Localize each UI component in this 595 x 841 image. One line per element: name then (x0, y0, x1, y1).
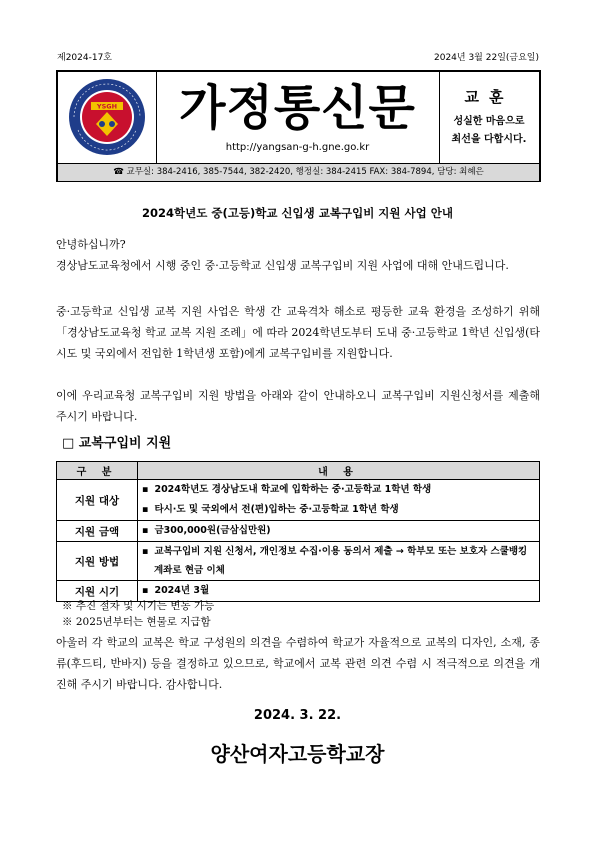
school-url[interactable]: http://yangsan-g-h.gne.go.kr (225, 142, 370, 153)
bullet-icon: ▪ (142, 484, 149, 495)
note-2: ※ 2025년부터는 현물로 지급함 (62, 616, 211, 628)
row-label: 지원 시기 (57, 581, 138, 602)
support-table (56, 461, 540, 602)
section-heading: □ 교복구입비 지원 (62, 436, 172, 451)
row-value (138, 542, 540, 581)
row-label: 지원 금액 (57, 521, 138, 542)
note-1: ※ 추진 절차 및 시기는 변동 가능 (62, 600, 215, 612)
bullet-icon: ▪ (142, 585, 149, 596)
footer-date: 2024. 3. 22. (253, 708, 342, 723)
motto-label: 교훈 (464, 88, 514, 106)
logo-initials: YSGH (96, 102, 118, 111)
masthead (56, 70, 541, 182)
row-value (138, 521, 540, 542)
body-paragraph-2: 이에 우리교육청 교복구입비 지원 방법을 아래와 같이 안내하오니 교복구입비 지원신청서를 제출해 주시기 바랍니다. (56, 389, 540, 423)
contact-info: ☎ 교무실: 384-2416, 385-7544, 382-2420, 행정실: 384-2415 FAX: 384-7894, 담당: 최혜은 (58, 163, 539, 181)
row-value (138, 480, 540, 521)
table-header-row (57, 462, 540, 480)
table-row (57, 480, 540, 521)
school-logo (58, 72, 156, 163)
greeting: 안녕하십니까? (56, 238, 126, 251)
row-label: 지원 대상 (57, 480, 138, 521)
table-row (57, 521, 540, 542)
bullet-icon: ▪ (142, 546, 149, 557)
motto-line-1: 성실한 마음으로 (453, 116, 525, 127)
table-row (57, 542, 540, 581)
list-item: ▪ 교복구입비 지원 신청서, 개인정보 수집·이용 동의서 제출 → 학부모 또는 보호자 스쿨뱅킹 계좌로 현금 이체 (142, 546, 528, 576)
document-title: 2024학년도 중(고등)학교 신입생 교복구입비 지원 사업 안내 (142, 206, 453, 220)
bullet-icon: ▪ (142, 525, 149, 536)
issue-date: 2024년 3월 22일(금요일) (434, 53, 539, 63)
logo-cell (58, 72, 157, 163)
list-item: ▪ 2024년 3월 (142, 585, 210, 596)
newsletter-title: 가정통신문 (179, 80, 416, 136)
motto-line-2: 최선을 다합시다. (451, 134, 527, 145)
principal-signature: 양산여자고등학교장 (210, 742, 385, 766)
list-item: ▪ 2024학년도 경상남도내 학교에 입학하는 중·고등학교 1학년 학생 (142, 484, 432, 495)
list-item: ▪ 타시·도 및 국외에서 전(편)입하는 중·고등학교 1학년 학생 (142, 504, 399, 515)
table-header-category: 구 분 (57, 462, 138, 480)
motto-cell (439, 72, 539, 163)
list-item: ▪ 금300,000원(금삼십만원) (142, 525, 271, 536)
row-label: 지원 방법 (57, 542, 138, 581)
closing-paragraph: 아울러 각 학교의 교복은 학교 구성원의 의견을 수렴하여 학교가 자율적으로 교복의 디자인, 소재, 종류(후드티, 반바지) 등을 결정하고 있으므로, 학교에서 교복 관련 의견 수렴 시 적극적으로 의견을 개진해 주시기 바랍니다. 감사합니다. (56, 636, 540, 691)
issue-number: 제2024-17호 (57, 53, 112, 63)
table-header-content: 내 용 (138, 462, 540, 480)
body-paragraph-1: 중·고등학교 신입생 교복 지원 사업은 학생 간 교육격차 해소로 평등한 교육 환경을 조성하기 위해 「경상남도교육청 학교 교복 지원 조례」에 따라 2024학년도부터 도내 중·고등학교 1학년 신입생(타시도 및 국외에서 전입한 1학년생 포함)에게 교복구입비를 지원합니다. (56, 305, 540, 360)
intro-paragraph: 경상남도교육청에서 시행 중인 중·고등학교 신입생 교복구입비 지원 사업에 대해 안내드립니다. (56, 259, 509, 272)
title-cell (156, 72, 440, 163)
bullet-icon: ▪ (142, 504, 149, 515)
